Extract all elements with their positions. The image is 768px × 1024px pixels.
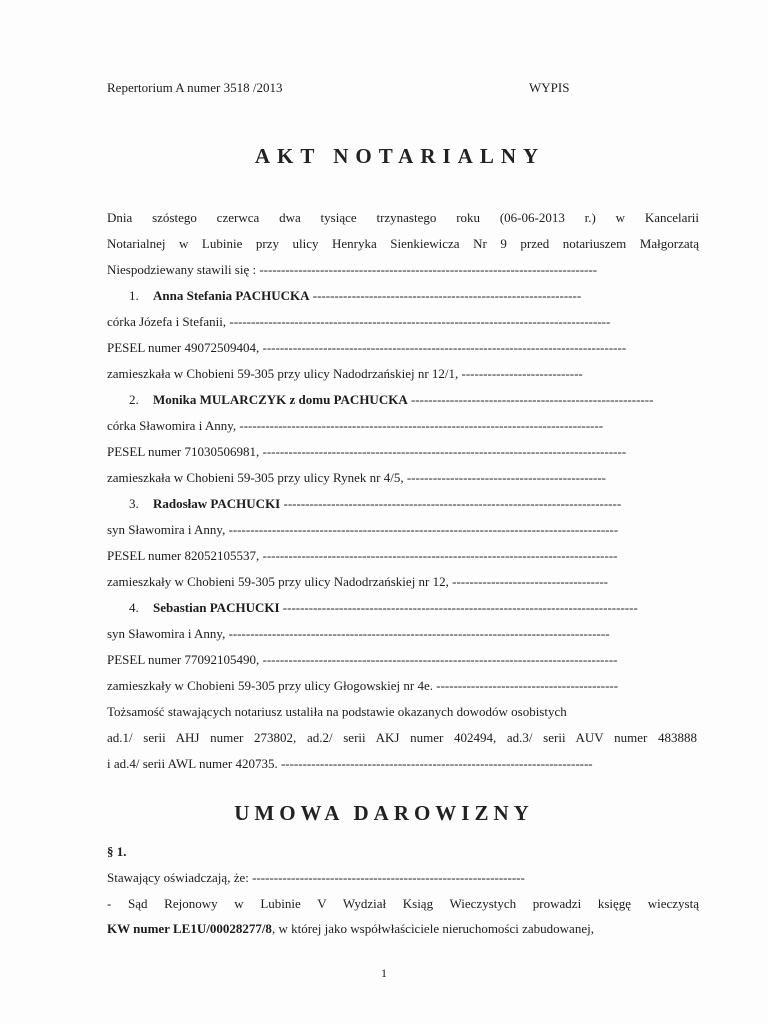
person-4-number: 4. xyxy=(129,600,139,615)
person-1-heading xyxy=(129,288,689,304)
kw-number: KW numer LE1U/00028277/8 xyxy=(107,921,272,936)
person-4-address: zamieszkały w Chobieni 59-305 przy ulicy Głogowskiej nr 4e. ------------------------------------------ xyxy=(107,678,619,693)
person-1-dashes: -------------------------------------------------------------- xyxy=(309,288,582,303)
person-2-name: Monika MULARCZYK z domu PACHUCKA xyxy=(153,392,408,407)
person-1-name: Anna Stefania PACHUCKA xyxy=(153,288,310,303)
page-number: 1 xyxy=(381,966,387,980)
person-3-parents: syn Sławomira i Anny, ------------------------------------------------------------------------------------------ xyxy=(107,522,619,537)
person-1-address: zamieszkała w Chobieni 59-305 przy ulicy Nadodrzańskiej nr 12/1, ---------------------------- xyxy=(107,366,583,381)
person-2-pesel: PESEL numer 71030506981, ------------------------------------------------------------------------------------ xyxy=(107,444,627,459)
person-1-number: 1. xyxy=(129,288,139,303)
paragraph-sign: § 1. xyxy=(107,844,127,859)
repertorium-number: Repertorium A numer 3518 /2013 xyxy=(107,80,283,95)
identity-line-3: i ad.4/ serii AWL numer 420735. ------------------------------------------------------------------------ xyxy=(107,756,593,771)
person-2-number: 2. xyxy=(129,392,139,407)
person-2-parents: córka Sławomira i Anny, ------------------------------------------------------------------------------------ xyxy=(107,418,604,433)
person-4-pesel: PESEL numer 77092105490, ---------------------------------------------------------------------------------- xyxy=(107,652,618,667)
person-2-address: zamieszkała w Chobieni 59-305 przy ulicy Rynek nr 4/5, ---------------------------------------------- xyxy=(107,470,606,485)
person-3-pesel: PESEL numer 82052105537, ---------------------------------------------------------------------------------- xyxy=(107,548,618,563)
person-3-dashes: ------------------------------------------------------------------------------ xyxy=(280,496,622,511)
person-2-dashes: -------------------------------------------------------- xyxy=(407,392,654,407)
section-title: UMOWA DAROWIZNY xyxy=(234,801,534,825)
statement-line: Stawający oświadczają, że: --------------------------------------------------------------- xyxy=(107,870,525,885)
person-2-heading xyxy=(129,392,701,408)
identity-line-1: Tożsamość stawających notariusz ustaliła na podstawie okazanych dowodów osobistych xyxy=(107,704,567,719)
intro-line-1: Dnia szóstego czerwca dwa tysiące trzynastego roku (06-06-2013 r.) w Kancelarii xyxy=(107,210,699,225)
person-3-heading xyxy=(129,496,701,512)
person-1-pesel: PESEL numer 49072509404, ------------------------------------------------------------------------------------ xyxy=(107,340,627,355)
document-title: AKT NOTARIALNY xyxy=(254,144,546,168)
person-4-heading xyxy=(129,600,701,616)
identity-line-2: ad.1/ serii AHJ numer 273802, ad.2/ serii AKJ numer 402494, ad.3/ serii AUV numer 483888 xyxy=(107,730,697,745)
person-4-parents: syn Sławomira i Anny, ---------------------------------------------------------------------------------------- xyxy=(107,626,610,641)
person-4-dashes: ---------------------------------------------------------------------------------- xyxy=(279,600,638,615)
person-3-name: Radosław PACHUCKI xyxy=(153,496,281,511)
person-4-name: Sebastian PACHUCKI xyxy=(153,600,280,615)
person-3-address: zamieszkały w Chobieni 59-305 przy ulicy Nadodrzańskiej nr 12, ------------------------------------ xyxy=(107,574,608,589)
court-line-1: - Sąd Rejonowy w Lubinie V Wydział Ksiąg Wieczystych prowadzi księgę wieczystą xyxy=(107,896,699,911)
court-line-2 xyxy=(107,921,701,937)
intro-line-2: Notarialnej w Lubinie przy ulicy Henryka Sienkiewicza Nr 9 przed notariuszem Małgorzatą xyxy=(107,236,699,251)
wypis-label: WYPIS xyxy=(529,80,570,95)
person-3-number: 3. xyxy=(129,496,139,511)
person-1-parents: córka Józefa i Stefanii, ---------------------------------------------------------------------------------------- xyxy=(107,314,611,329)
court-line-2-rest: , w której jako współwłaściciele nieruchomości zabudowanej, xyxy=(271,921,594,936)
intro-line-3: Niespodziewany stawili się : ------------------------------------------------------------------------------ xyxy=(107,262,598,277)
